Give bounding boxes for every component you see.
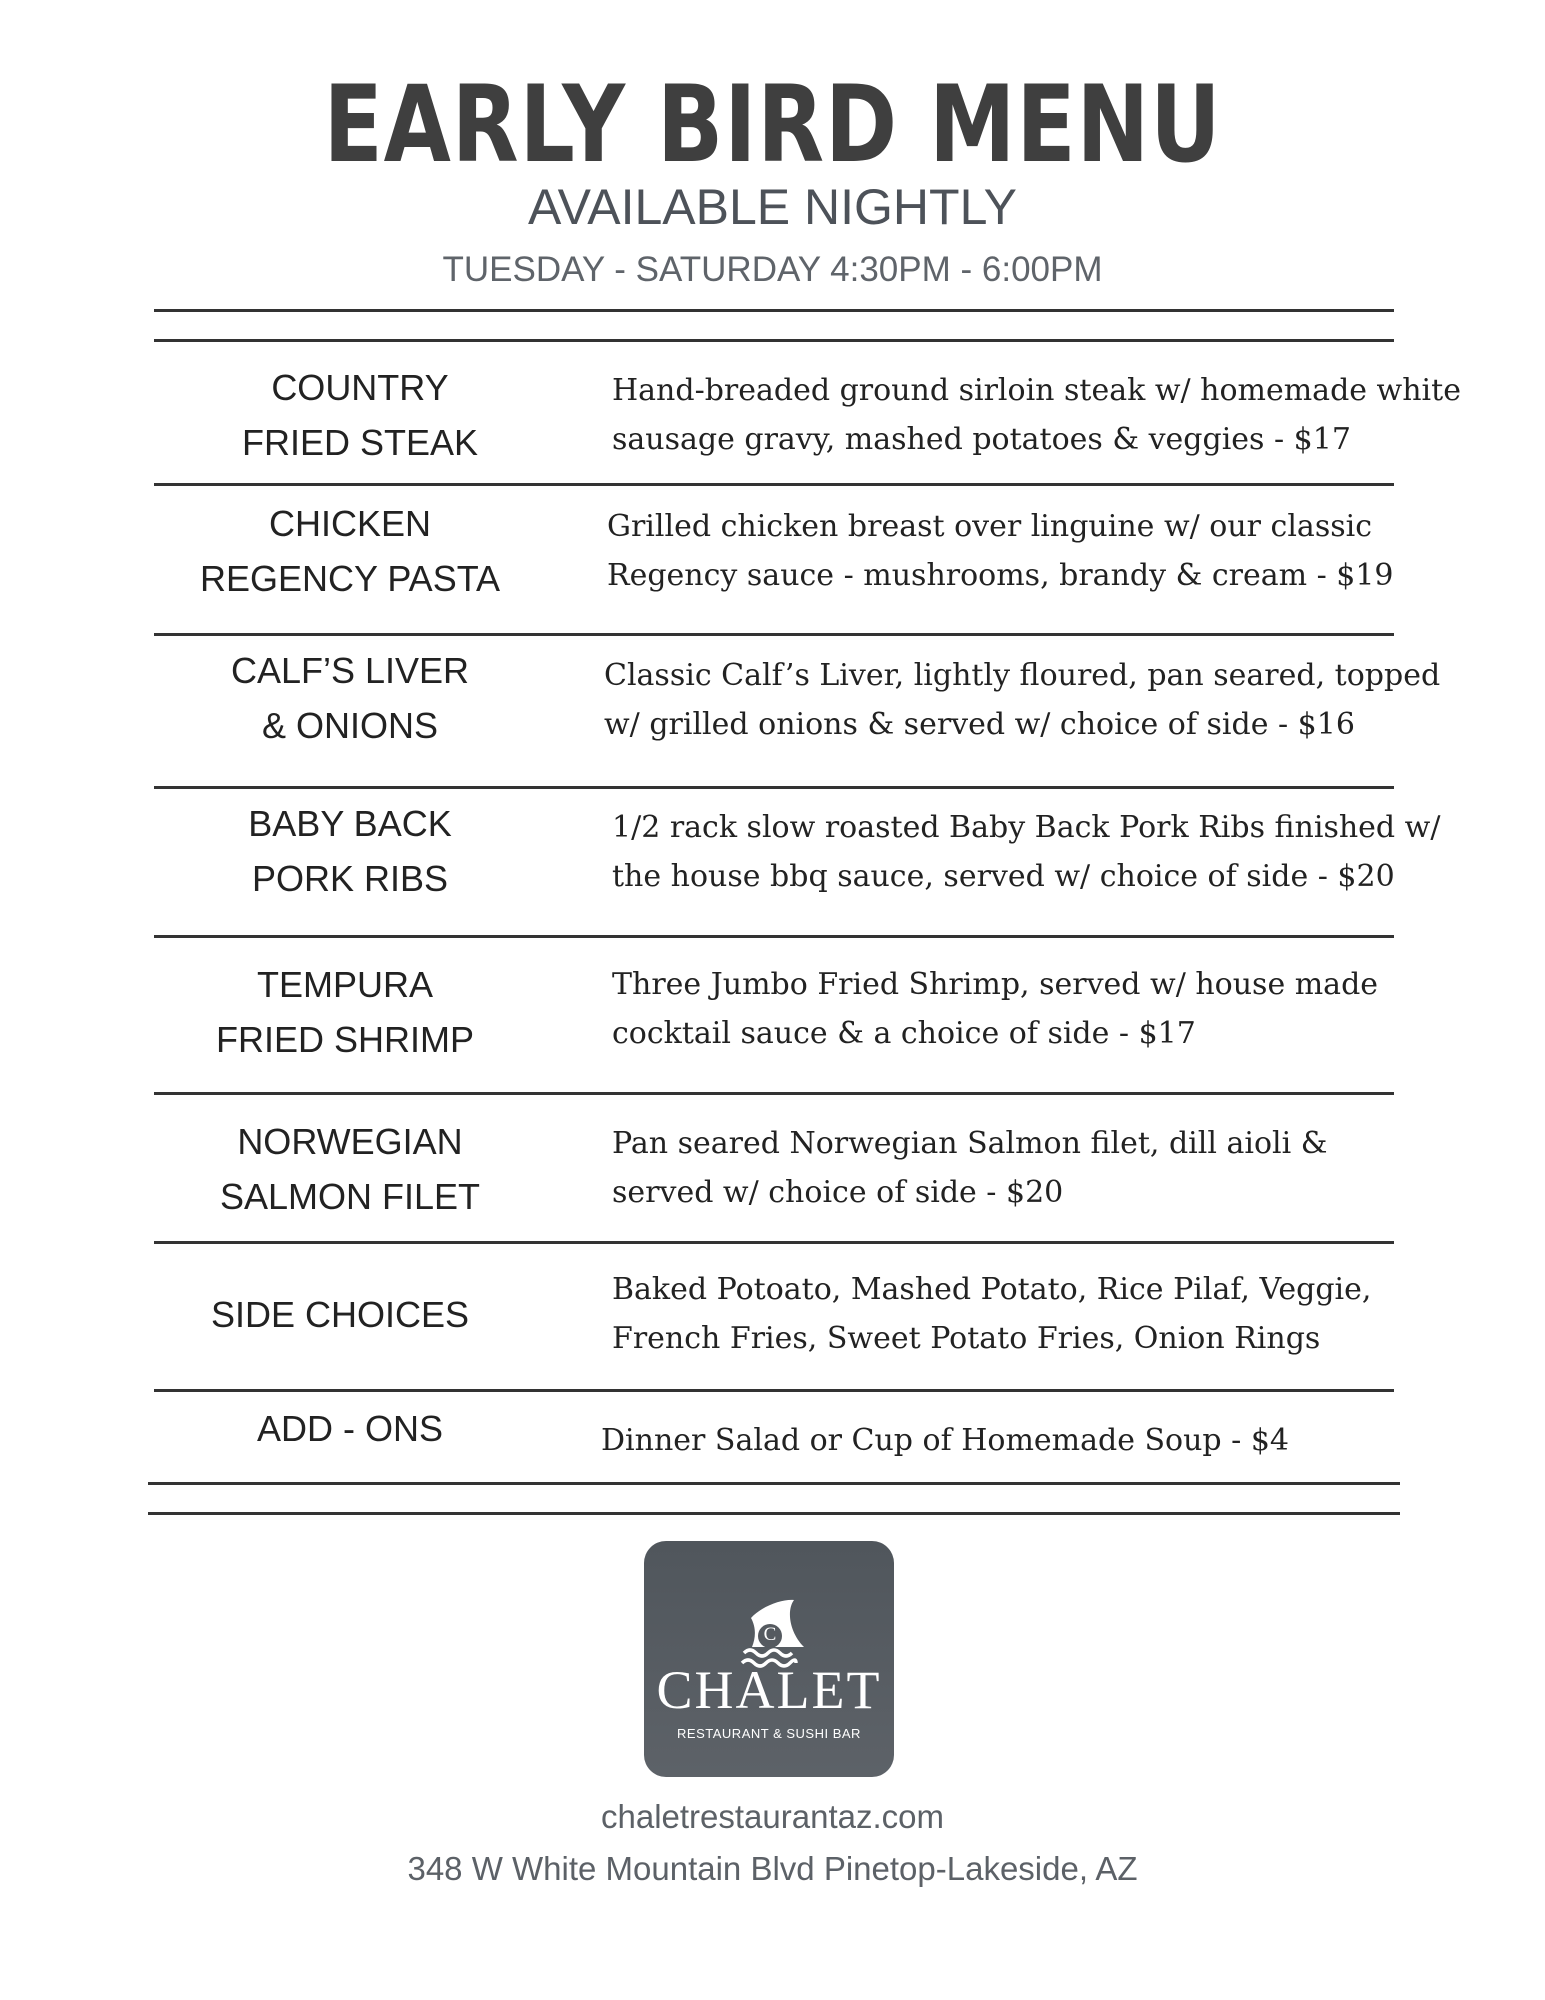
item-desc-add-ons: Dinner Salad or Cup of Homemade Soup - $4	[601, 1423, 1290, 1458]
top-rule-2	[154, 339, 1394, 342]
item-name-calfs-liver-onions: CALF’S LIVER & ONIONS	[230, 650, 470, 746]
item-desc-tempura-fried-shrimp: Three Jumbo Fried Shrimp, served w/ house made cocktail sauce & a choice of side - $17	[612, 967, 1379, 1051]
logo-tagline: RESTAURANT & SUSHI BAR	[677, 1726, 861, 1741]
item-name-baby-back-pork-ribs: BABY BACK PORK RIBS	[248, 803, 452, 899]
menu-title: EARLY BIRD MENU	[323, 63, 1222, 186]
top-rule-1	[154, 309, 1394, 312]
item-desc-chicken-regency-pasta: Grilled chicken breast over linguine w/ our classic Regency sauce - mushrooms, brandy & cream - $19	[607, 509, 1394, 593]
emblem-letter: C	[763, 1624, 777, 1645]
item-divider	[154, 935, 1394, 938]
address: 348 W White Mountain Blvd Pinetop-Lakeside, AZ	[407, 1850, 1138, 1887]
item-name-norwegian-salmon-filet: NORWEGIAN SALMON FILET	[219, 1121, 481, 1217]
item-desc-baby-back-pork-ribs: 1/2 rack slow roasted Baby Back Pork Ribs finished w/ the house bbq sauce, served w/ choice of side - $20	[612, 810, 1441, 894]
item-divider	[154, 1241, 1394, 1244]
item-divider	[154, 633, 1394, 636]
item-divider	[154, 483, 1394, 486]
item-desc-side-choices: Baked Potoato, Mashed Potato, Rice Pilaf, Veggie, French Fries, Sweet Potato Fries, Onion Rings	[612, 1272, 1372, 1356]
item-name-chicken-regency-pasta: CHICKEN REGENCY PASTA	[199, 503, 501, 599]
item-name-tempura-fried-shrimp: TEMPURA FRIED SHRIMP	[215, 964, 474, 1060]
item-name-country-fried-steak: COUNTRY FRIED STEAK	[241, 367, 479, 463]
item-divider	[154, 786, 1394, 789]
menu-subtitle: AVAILABLE NIGHTLY	[527, 179, 1018, 235]
item-divider	[154, 1389, 1394, 1392]
menu-hours: TUESDAY - SATURDAY 4:30PM - 6:00PM	[442, 250, 1103, 289]
item-divider	[154, 1092, 1394, 1095]
website-link[interactable]: chaletrestaurantaz.com	[600, 1798, 944, 1835]
item-desc-calfs-liver-onions: Classic Calf’s Liver, lightly floured, pan seared, topped w/ grilled onions & served w/ choice of side - $16	[604, 658, 1441, 742]
item-name-side-choices: SIDE CHOICES	[210, 1294, 470, 1335]
bottom-rule-1	[148, 1482, 1400, 1485]
fin-wave-emblem-icon	[644, 1541, 894, 1777]
logo-name: CHALET	[656, 1660, 882, 1720]
item-name-add-ons: ADD - ONS	[256, 1408, 443, 1449]
chalet-logo	[644, 1541, 894, 1777]
bottom-rule-2	[148, 1512, 1400, 1515]
item-desc-country-fried-steak: Hand-breaded ground sirloin steak w/ homemade white sausage gravy, mashed potatoes & veggies - $17	[612, 373, 1461, 457]
item-desc-norwegian-salmon-filet: Pan seared Norwegian Salmon filet, dill aioli & served w/ choice of side - $20	[612, 1126, 1328, 1210]
